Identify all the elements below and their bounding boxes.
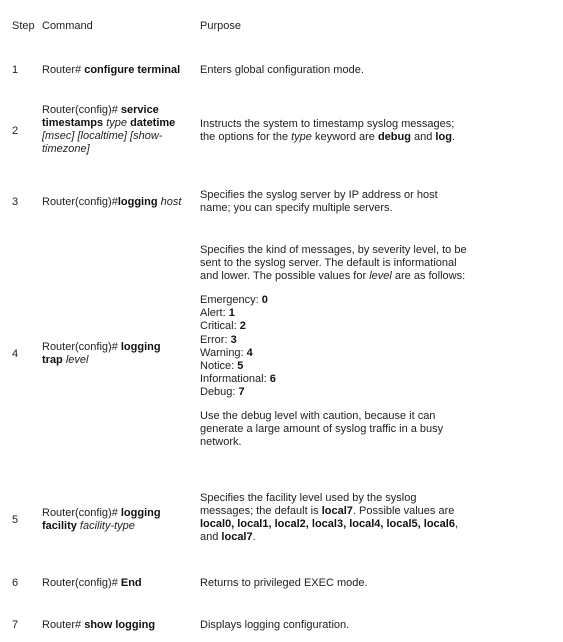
plain-text: Returns to privileged EXEC mode. — [200, 577, 368, 589]
step-number: 3 — [12, 196, 19, 208]
plain-text: Instructs the system to timestamp syslog messages; — [200, 118, 455, 130]
header-purpose: Purpose — [200, 20, 241, 32]
severity-level-value: 6 — [269, 373, 276, 386]
plain-text: messages; the default is — [200, 505, 322, 517]
command-cell — [42, 619, 202, 632]
plain-text: name; you can specify multiple servers. — [200, 202, 393, 214]
command-line — [42, 104, 202, 117]
step-number: 6 — [12, 577, 19, 589]
purpose-line — [200, 619, 550, 632]
command-line — [42, 507, 202, 520]
purpose-line — [200, 202, 550, 215]
severity-level-item — [200, 386, 550, 399]
header-command: Command — [42, 20, 93, 32]
severity-level-item — [200, 347, 550, 360]
plain-text: . Possible values are — [352, 505, 455, 517]
severity-level-name: Emergency: — [200, 294, 262, 306]
keyword-text: trap — [42, 354, 66, 366]
step-number: 7 — [12, 619, 19, 631]
argument-text: type — [291, 131, 312, 143]
plain-text: Router# — [42, 619, 85, 631]
argument-text: facility-type — [79, 520, 135, 532]
plain-text: the options for the — [200, 131, 292, 143]
command-line — [42, 577, 202, 590]
keyword-text: logging — [120, 341, 161, 353]
command-cell — [42, 507, 202, 533]
purpose-line — [200, 531, 550, 544]
command-line — [42, 117, 202, 130]
keyword-text: debug — [377, 131, 411, 143]
purpose-line — [200, 131, 550, 144]
plain-text: Router(config)# — [42, 341, 121, 353]
keyword-text: local7 — [321, 505, 353, 517]
severity-level-value: 5 — [237, 360, 244, 373]
command-line — [42, 130, 202, 143]
severity-level-item — [200, 360, 550, 373]
keyword-text: timestamps — [42, 117, 107, 129]
severity-level-name: Warning: — [200, 346, 247, 359]
keyword-text: show logging — [84, 619, 156, 631]
severity-level-value: 1 — [228, 307, 235, 320]
command-keyword: configure terminal — [84, 64, 181, 76]
plain-text: Specifies the syslog server by IP address or host — [200, 189, 438, 201]
plain-text: are as follows: — [391, 270, 466, 282]
severity-level-name: Alert: — [200, 307, 229, 320]
command-line — [42, 354, 202, 367]
severity-level-name: Informational: — [200, 373, 270, 386]
purpose-line — [200, 118, 550, 131]
severity-level-name: Notice: — [200, 360, 238, 373]
command-cell — [42, 196, 202, 209]
severity-level-value: 3 — [230, 333, 237, 346]
purpose-line — [200, 189, 550, 202]
step-number: 2 — [12, 125, 19, 137]
argument-text: [msec] [localtime] [show- — [42, 130, 163, 142]
keyword-text: logging — [120, 507, 161, 519]
purpose-line — [200, 436, 550, 449]
plain-text: Specifies the kind of messages, by severity level, to be — [200, 244, 467, 256]
step-number: 4 — [12, 348, 19, 360]
command-line — [42, 619, 202, 632]
keyword-text: log — [435, 131, 452, 143]
command-cell — [42, 104, 202, 156]
keyword-text: End — [120, 577, 142, 589]
plain-text: and — [410, 131, 436, 143]
command-line — [42, 143, 202, 156]
purpose-cell — [200, 492, 550, 544]
purpose-line — [200, 244, 550, 257]
command-line — [42, 520, 202, 533]
plain-text: Router(config)# — [42, 104, 121, 116]
argument-text: level — [369, 270, 392, 282]
severity-level-item — [200, 307, 550, 320]
severity-level-value: 4 — [246, 346, 253, 359]
plain-text: Use the debug level with caution, because it can — [200, 409, 436, 422]
purpose-cell — [200, 619, 550, 632]
purpose-line — [200, 257, 550, 270]
argument-text: type — [106, 117, 127, 129]
severity-level-value: 0 — [261, 294, 268, 306]
plain-text: keyword are — [311, 131, 378, 143]
keyword-text: datetime — [130, 117, 176, 129]
severity-level-name: Error: — [200, 333, 231, 346]
purpose-line — [200, 492, 550, 505]
command-line — [42, 196, 202, 209]
plain-text: , — [454, 518, 459, 530]
severity-level-item — [200, 320, 550, 333]
purpose-line — [200, 577, 550, 590]
argument-text: host — [160, 196, 182, 208]
command-cell — [42, 64, 202, 77]
purpose-outro — [200, 410, 550, 449]
plain-text: Displays logging configuration. — [200, 619, 350, 631]
plain-text: . — [252, 531, 256, 543]
plain-text: and — [200, 531, 222, 543]
purpose-intro — [200, 244, 550, 283]
plain-text: Specifies the facility level used by the syslog — [200, 492, 417, 504]
plain-text: Router(config)# — [42, 577, 121, 589]
command-cell — [42, 577, 202, 590]
purpose-line — [200, 505, 550, 518]
purpose-cell — [200, 244, 550, 449]
step-number: 1 — [12, 64, 19, 76]
command-cell — [42, 341, 202, 367]
plain-text: and lower. The possible values for — [200, 270, 370, 282]
keyword-text: local0, local1, local2, local3, local4, local5, local6 — [200, 518, 455, 530]
keyword-text: facility — [42, 520, 80, 532]
severity-levels-list — [200, 294, 550, 400]
purpose-line — [200, 270, 550, 283]
purpose-line — [200, 518, 550, 531]
severity-level-item — [200, 373, 550, 386]
plain-text: sent to the syslog server. The default is informational — [200, 257, 457, 269]
purpose-line — [200, 410, 550, 423]
severity-level-item — [200, 334, 550, 347]
severity-level-name: Debug: — [200, 386, 239, 399]
severity-level-item — [200, 294, 550, 307]
header-step: Step — [12, 20, 35, 32]
step-number: 5 — [12, 514, 19, 526]
plain-text: . — [451, 131, 455, 143]
keyword-text: service — [120, 104, 159, 116]
plain-text: generate a large amount of syslog traffic in a busy — [200, 422, 444, 435]
severity-level-value: 2 — [239, 320, 246, 333]
keyword-text: logging — [117, 196, 161, 208]
severity-level-value: 7 — [238, 386, 245, 399]
plain-text: network. — [200, 435, 242, 448]
argument-text: timezone] — [42, 143, 90, 155]
purpose-cell — [200, 189, 550, 215]
argument-text: level — [65, 354, 89, 366]
purpose-cell: Enters global configuration mode. — [200, 64, 364, 76]
purpose-cell — [200, 118, 550, 144]
plain-text: Router(config)# — [42, 507, 121, 519]
purpose-cell — [200, 577, 550, 590]
command-text: Router# — [42, 64, 85, 76]
purpose-line — [200, 423, 550, 436]
command-line — [42, 341, 202, 354]
severity-level-name: Critical: — [200, 320, 240, 333]
plain-text: Router(config)# — [42, 196, 118, 208]
keyword-text: local7 — [221, 531, 253, 543]
